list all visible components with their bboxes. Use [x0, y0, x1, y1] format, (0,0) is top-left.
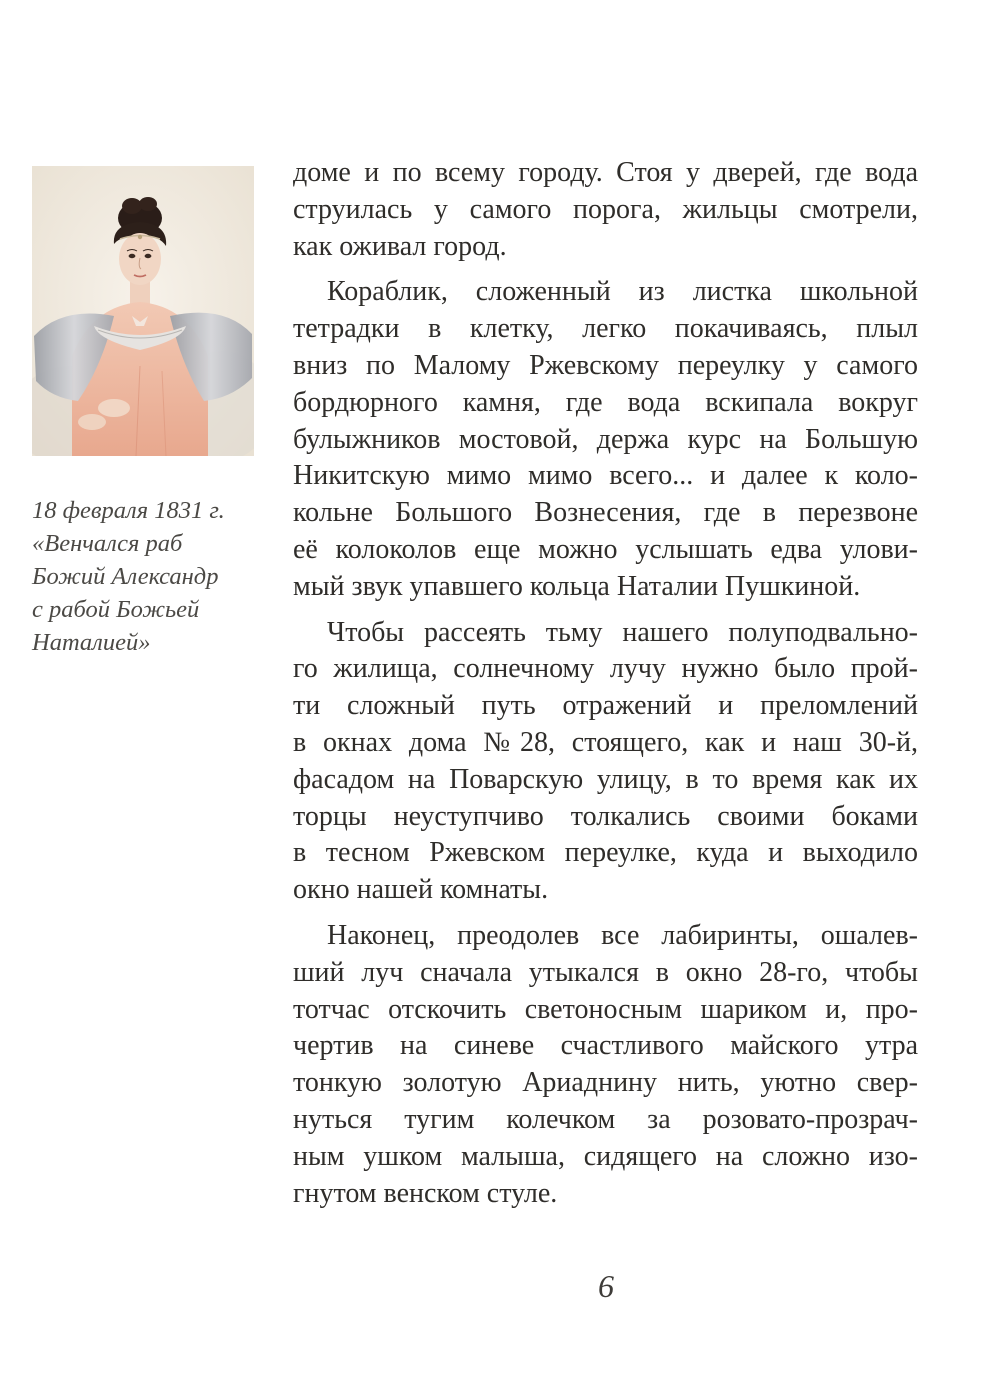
paragraph [293, 918, 918, 1212]
paragraph [293, 615, 918, 909]
text-line: струилась у самого порога, жильцы смотрели, [293, 193, 918, 225]
page-number: 6 [598, 1268, 614, 1304]
text-line: нуться тугим колечком за розовато-прозрач- [293, 1103, 918, 1135]
text-line: ным ушком малыша, сидящего на сложно изо- [293, 1140, 918, 1172]
text-line: Наконец, преодолев все лабиринты, ошалев- [327, 919, 918, 951]
body-text [293, 155, 918, 1221]
caption-line: Божий Александр [32, 563, 219, 590]
caption-line: с рабой Божьей [32, 596, 200, 623]
text-line: в окнах дома №28, стоящего, как и наш 30-й, [293, 726, 918, 758]
caption-line: «Венчался раб [32, 530, 183, 557]
text-line: ти сложный путь отражений и преломлений [293, 690, 918, 722]
illustration-caption [32, 494, 257, 659]
caption-line: Наталией» [32, 629, 151, 656]
text-line: мый звук упавшего кольца Наталии Пушкиной. [293, 570, 861, 602]
text-line: вниз по Малому Ржевскому переулку у самого [293, 349, 918, 381]
text-line: тонкую золотую Ариаднину нить, уютно свер- [293, 1067, 918, 1099]
text-line: Чтобы рассеять тьму нашего полуподвально- [327, 616, 918, 648]
text-line: го жилища, солнечному лучу нужно было прой- [293, 653, 918, 685]
text-line: в тесном Ржевском переулке, куда и выходило [293, 837, 918, 869]
text-line: как оживал город. [293, 230, 507, 262]
paragraph [293, 155, 918, 265]
text-line: торцы неуступчиво толкались своими боками [293, 800, 918, 832]
text-line: фасадом на Поварскую улицу, в то время как их [293, 763, 918, 795]
text-line: доме и по всему городу. Стоя у дверей, где вода [293, 157, 918, 188]
text-line: Никитскую мимо мимо всего... и далее к коло- [293, 460, 918, 492]
portrait-illustration [32, 166, 254, 456]
text-line: ший луч сначала утыкался в окно 28-го, чтобы [293, 956, 918, 988]
paragraph [293, 274, 918, 605]
text-line: Кораблик, сложенный из листка школьной [327, 276, 918, 308]
text-line: булыжников мостовой, держа курс на Большую [293, 423, 918, 455]
text-line: окно нашей комнаты. [293, 874, 549, 906]
text-line: тотчас отскочить светоносным шариком и, про- [293, 993, 918, 1025]
text-line: её колоколов еще можно услышать едва улови- [293, 533, 918, 565]
text-line: бордюрного камня, где вода вскипала вокруг [293, 386, 918, 418]
text-line: кольне Большого Вознесения, где в перезвоне [293, 497, 918, 529]
text-line: тетрадки в клетку, легко покачиваясь, плыл [293, 313, 918, 345]
caption-line: 18 февраля 1831 г. [32, 497, 225, 524]
text-line: гнутом венском стуле. [293, 1177, 558, 1209]
text-line: чертив на синеве счастливого майского утра [293, 1030, 918, 1062]
